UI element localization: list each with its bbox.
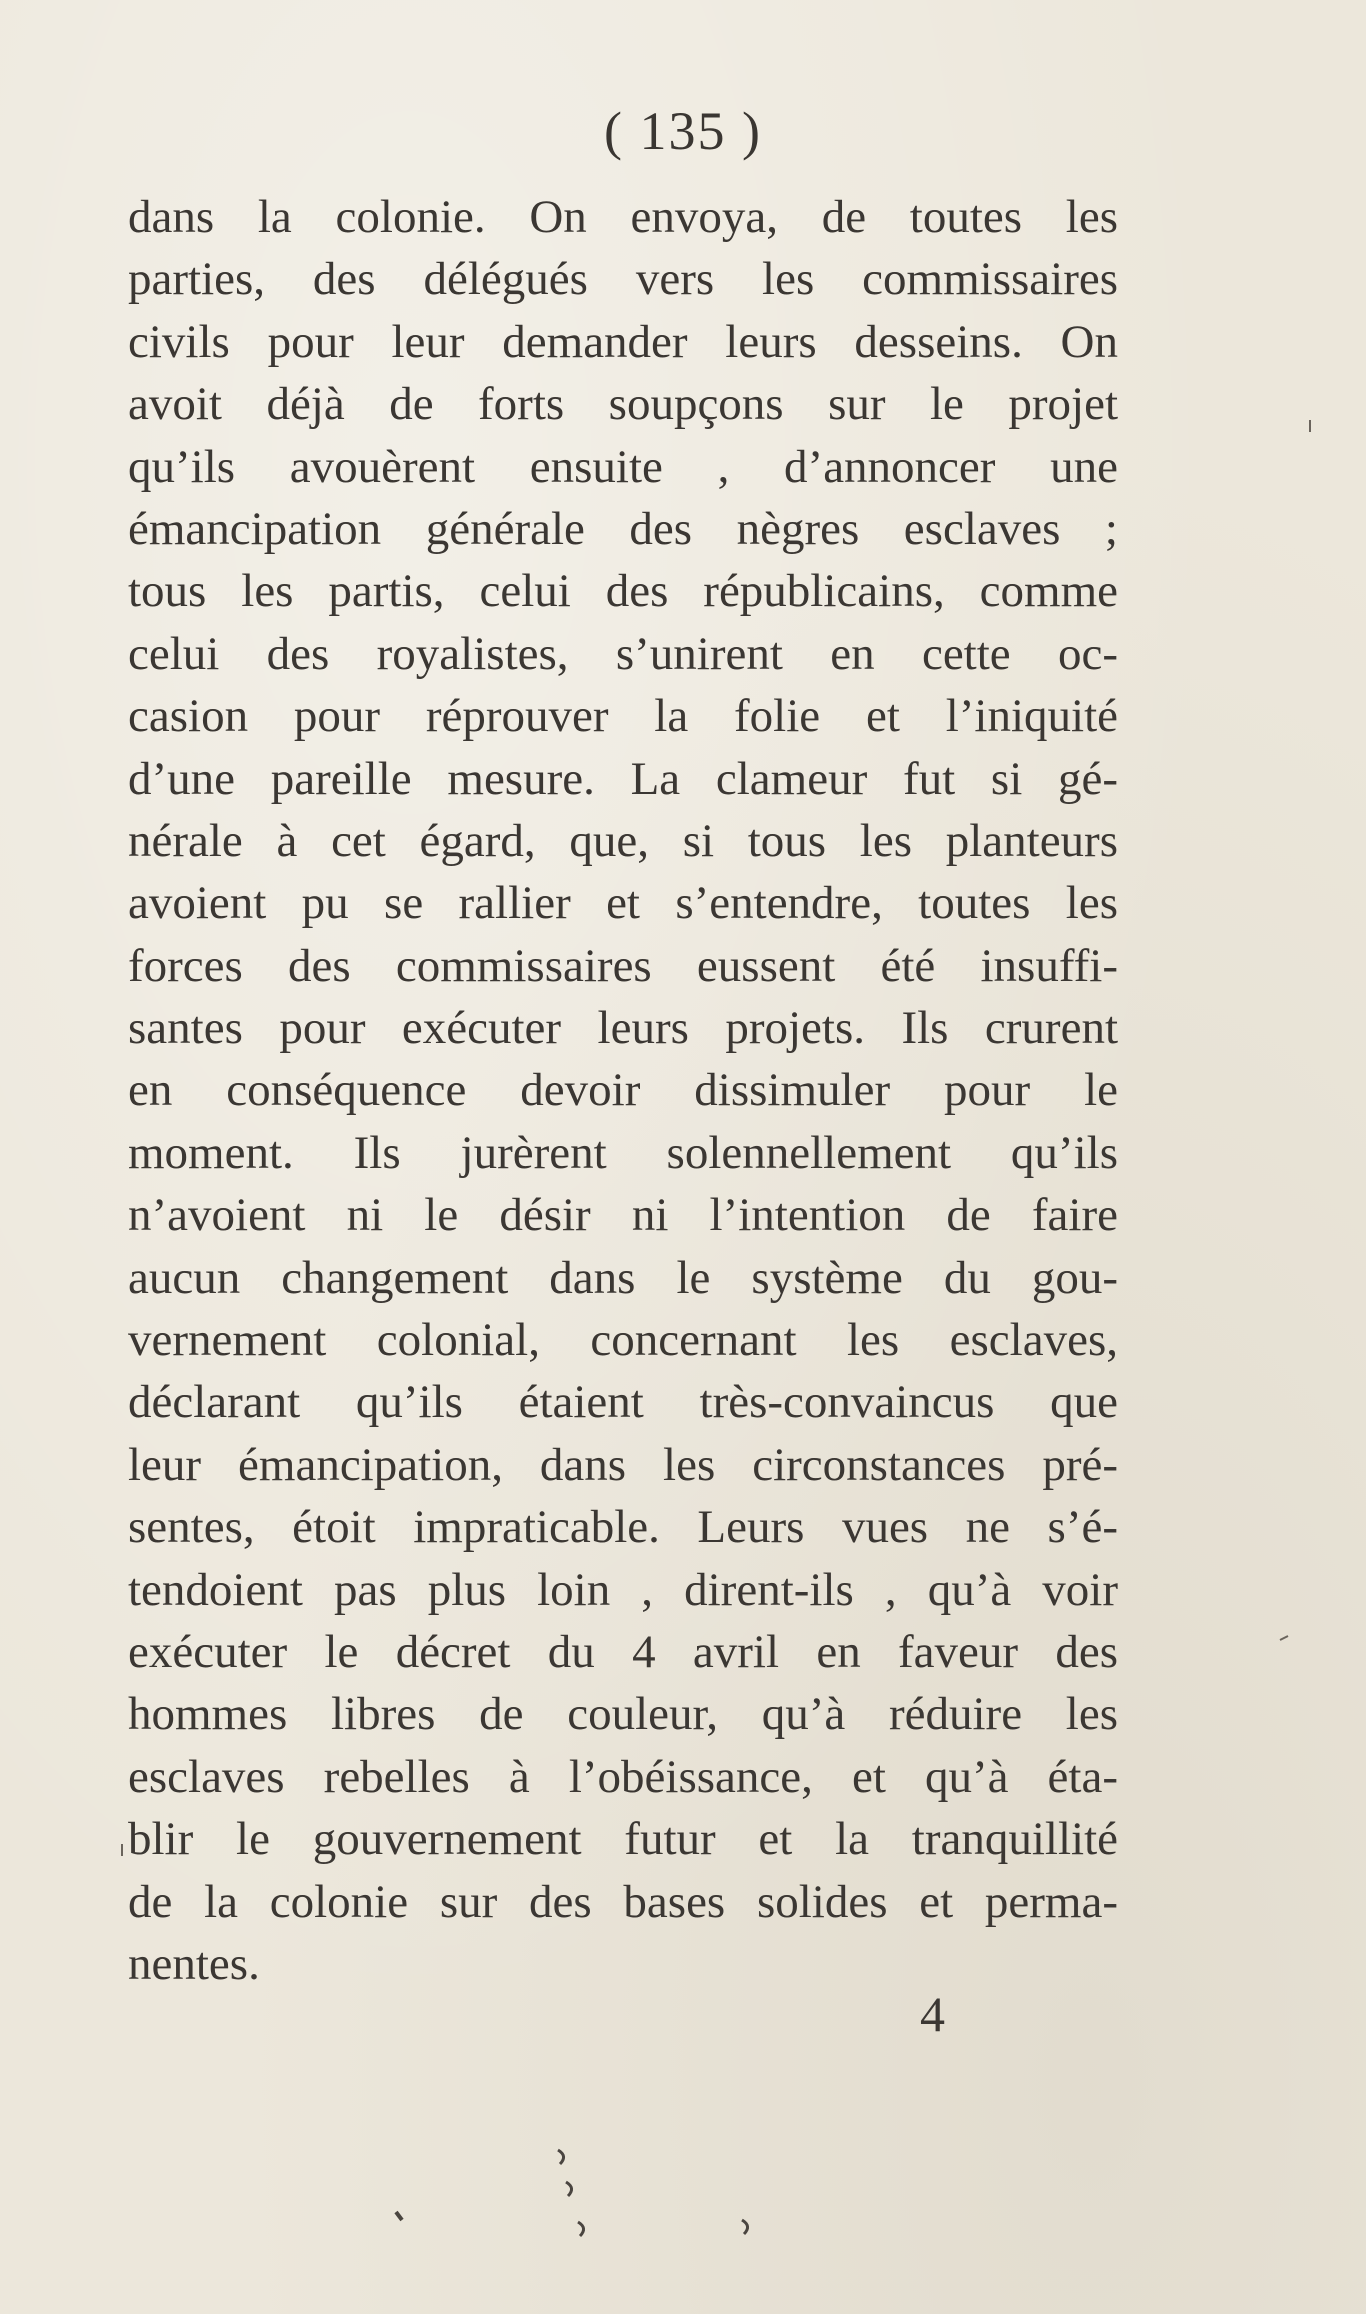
text-line: avoient pu se rallier et s’entendre, toutes les: [128, 877, 1118, 930]
speck-mark: [396, 2212, 402, 2220]
text-line: celui des royalistes, s’unirent en cette oc-: [128, 627, 1118, 680]
text-line: exécuter le décret du 4 avril en faveur des: [128, 1625, 1118, 1678]
text-line: casion pour réprouver la folie et l’iniquité: [128, 690, 1118, 743]
text-line: tendoient pas plus loin , dirent-ils , qu’à voir: [128, 1563, 1118, 1616]
text-line: en conséquence devoir dissimuler pour le: [128, 1064, 1118, 1117]
text-line: avoit déjà de forts soupçons sur le projet: [128, 378, 1118, 431]
text-line: de la colonie sur des bases solides et perma-: [128, 1875, 1118, 1928]
text-line: qu’ils avouèrent ensuite , d’annoncer une: [128, 440, 1118, 493]
text-line: hommes libres de couleur, qu’à réduire les: [128, 1688, 1118, 1741]
text-line: civils pour leur demander leurs desseins. On: [128, 315, 1118, 368]
speck-mark: [742, 2220, 748, 2234]
signature-mark: 4: [920, 1986, 945, 2042]
speck-mark: [558, 2150, 564, 2164]
text-line: parties, des délégués vers les commissaires: [128, 253, 1118, 306]
text-line: nentes.: [128, 1937, 260, 1990]
text-line: dans la colonie. On envoya, de toutes les: [128, 191, 1118, 243]
text-line: émancipation générale des nègres esclaves ;: [128, 502, 1118, 555]
speck-mark: [566, 2182, 572, 2196]
text-line: d’une pareille mesure. La clameur fut si gé-: [128, 752, 1118, 805]
speck-mark: [1280, 1636, 1288, 1640]
body-text: [128, 186, 1118, 1995]
text-line: tous les partis, celui des républicains, comme: [128, 565, 1118, 618]
text-line: sentes, étoit impraticable. Leurs vues ne s’é-: [128, 1501, 1118, 1554]
text-line: déclarant qu’ils étaient très-convaincus que: [128, 1376, 1118, 1429]
text-line: santes pour exécuter leurs projets. Ils crurent: [128, 1002, 1118, 1055]
text-line: n’avoient ni le désir ni l’intention de faire: [128, 1189, 1118, 1242]
text-line: esclaves rebelles à l’obéissance, et qu’à éta-: [128, 1750, 1118, 1803]
speck-mark: [578, 2222, 584, 2236]
text-line: moment. Ils jurèrent solennellement qu’ils: [128, 1126, 1118, 1179]
page-number: ( 135 ): [604, 101, 762, 161]
text-line: aucun changement dans le système du gou-: [128, 1251, 1118, 1304]
text-line: vernement colonial, concernant les esclaves,: [128, 1314, 1118, 1367]
text-line: nérale à cet égard, que, si tous les planteurs: [128, 814, 1118, 867]
text-line: leur émancipation, dans les circonstances pré-: [128, 1438, 1118, 1491]
text-line: blir le gouvernement futur et la tranquillité: [128, 1813, 1118, 1866]
text-line: forces des commissaires eussent été insuffi-: [128, 939, 1118, 992]
